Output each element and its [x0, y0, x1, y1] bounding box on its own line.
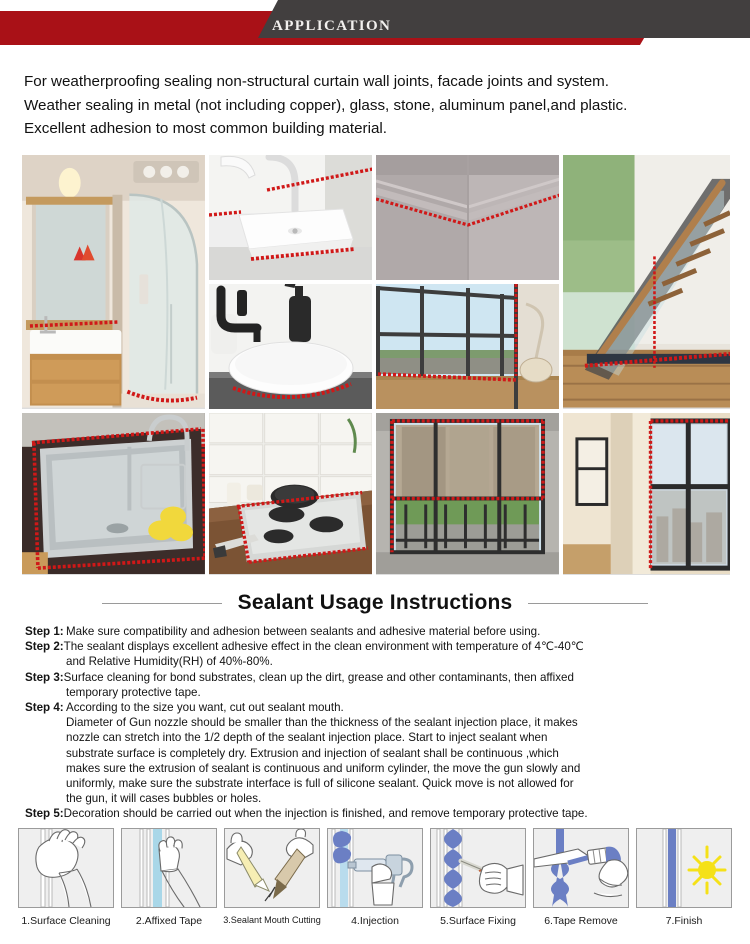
spatula-tooling-glyph	[431, 829, 525, 907]
step-continuation: the gun, it will cases bubbles or holes.	[66, 792, 262, 806]
photo-grid-row-1	[22, 155, 730, 409]
usage-step	[25, 670, 731, 685]
step-text: Decoration should be carried out when the injection is finished, and remove temporary protective tape.	[63, 807, 588, 821]
procedure-step-6	[533, 828, 629, 936]
step-text: According to the size you want, cut out sealant mouth.	[66, 701, 344, 715]
photo-bedroom-window-sill	[563, 413, 730, 575]
step-label: Step 3:	[25, 670, 64, 684]
kitchen-sink-illustration	[22, 413, 205, 574]
balcony-window-illustration	[376, 413, 559, 574]
staircase-illustration	[563, 155, 730, 408]
step-text: The sealant displays excellent adhesive effect in the clean environment with temperature of 4℃-40℃	[63, 640, 584, 654]
procedure-icon-strip	[18, 828, 732, 936]
step-label: Step 2:	[25, 640, 64, 654]
bathroom-illustration	[22, 155, 205, 408]
step-continuation: substrate surface is completely dry. Extrusion and injection of sealant shall be continuous ,which	[66, 746, 559, 760]
photo-wall-skirting-corner	[376, 155, 559, 280]
procedure-caption: 1.Surface Cleaning	[21, 915, 111, 927]
tape-peel-glyph	[534, 829, 628, 907]
procedure-step-3	[224, 828, 320, 936]
photo-balcony-sliding-window	[376, 413, 559, 575]
intro-line-3: Excellent adhesion to most common building material.	[24, 120, 387, 137]
caulking-gun-icon	[327, 828, 423, 908]
title-rule-left	[102, 603, 222, 604]
step-continuation: makes sure the extrusion of sealant is continuous and uniform cylinder, the move the gun slowly and	[66, 761, 581, 775]
step-continuation: Diameter of Gun nozzle should be smaller than the thickness of the sealant injection place, it makes	[66, 716, 578, 730]
section-title: Sealant Usage Instructions	[237, 591, 513, 614]
nozzle-cutting-icon	[224, 828, 320, 908]
step-continuation: temporary protective tape.	[66, 685, 201, 699]
sun-disc	[698, 861, 716, 879]
step-continuation: uniformly, make sure the substrate interface is full of silicone sealant. Quick move is not allowed for	[66, 777, 574, 791]
title-rule-right	[528, 603, 648, 604]
step-label: Step 5:	[25, 807, 64, 821]
usage-steps-list	[25, 624, 731, 822]
procedure-step-5	[430, 828, 526, 936]
tape-peel-icon	[533, 828, 629, 908]
sun-cured-glyph	[637, 829, 731, 907]
usage-step	[25, 806, 731, 821]
step-text: Surface cleaning for bond substrates, clean up the dirt, grease and other contaminants, then affixed	[63, 670, 574, 684]
sun-cured-icon	[636, 828, 732, 908]
photo-col-basins	[209, 155, 372, 409]
photo-kitchen-stainless-sink	[22, 413, 205, 575]
wiping-cloth-icon	[18, 828, 114, 908]
wiping-cloth-glyph	[19, 829, 113, 907]
intro-line-1: For weatherproofing sealing non-structural curtain wall joints, facade joints and system.	[24, 73, 610, 90]
photo-col-wall-window	[376, 155, 559, 409]
procedure-step-2	[121, 828, 217, 936]
bedroom-window-illustration	[563, 413, 730, 574]
step-continuation: and Relative Humidity(RH) of 40%-80%.	[66, 655, 273, 669]
procedure-step-7	[636, 828, 732, 936]
banner-title-wrap	[0, 0, 750, 46]
procedure-step-4	[327, 828, 423, 936]
step-continuation: nozzle can stretch into the 1/2 depth of the sealant injection place. Start to inject sealant when	[66, 731, 548, 745]
photo-grid-row-2	[22, 413, 730, 575]
application-photo-grid	[22, 155, 730, 575]
step-label: Step 4:	[25, 701, 64, 715]
procedure-caption: 3.Sealant Mouth Cutting	[223, 915, 321, 925]
white-basin-illustration	[209, 155, 372, 280]
photo-bathroom-shower-vanity	[22, 155, 205, 409]
photo-glass-railing-staircase	[563, 155, 730, 409]
procedure-step-1	[18, 828, 114, 936]
procedure-caption: 2.Affixed Tape	[135, 915, 203, 927]
gas-cooktop-illustration	[209, 413, 372, 574]
procedure-caption: 7.Finish	[665, 915, 703, 927]
usage-step	[25, 639, 731, 654]
procedure-caption: 4.Injection	[351, 915, 399, 927]
procedure-caption: 5.Surface Fixing	[440, 915, 516, 927]
usage-step	[25, 700, 731, 715]
black-basin-illustration	[209, 284, 372, 409]
photo-gas-cooktop-counter	[209, 413, 372, 575]
corner-window-illustration	[376, 284, 559, 409]
photo-white-basin-faucet	[209, 155, 372, 280]
spatula-tooling-icon	[430, 828, 526, 908]
procedure-caption: 6.Tape Remove	[544, 915, 618, 927]
page-title: application	[272, 10, 392, 35]
masking-tape-hand-icon	[121, 828, 217, 908]
photo-corner-window-balcony	[376, 284, 559, 409]
caulking-gun-glyph	[328, 829, 422, 907]
masking-tape-glyph	[122, 829, 216, 907]
intro-line-2: Weather sealing in metal (not including copper), glass, stone, aluminum panel,and plastic.	[24, 96, 628, 114]
intro-paragraph	[24, 70, 730, 141]
page-header-banner	[0, 0, 750, 52]
skirting-corner-illustration	[376, 155, 559, 280]
step-label: Step 1:	[25, 625, 64, 638]
section-title-row	[0, 588, 750, 618]
step-text: Make sure compatibility and adhesion between sealants and adhesive material before using.	[66, 625, 541, 638]
usage-step	[25, 624, 731, 639]
photo-black-faucet-basin	[209, 284, 372, 409]
nozzle-cutting-glyph	[225, 829, 319, 907]
